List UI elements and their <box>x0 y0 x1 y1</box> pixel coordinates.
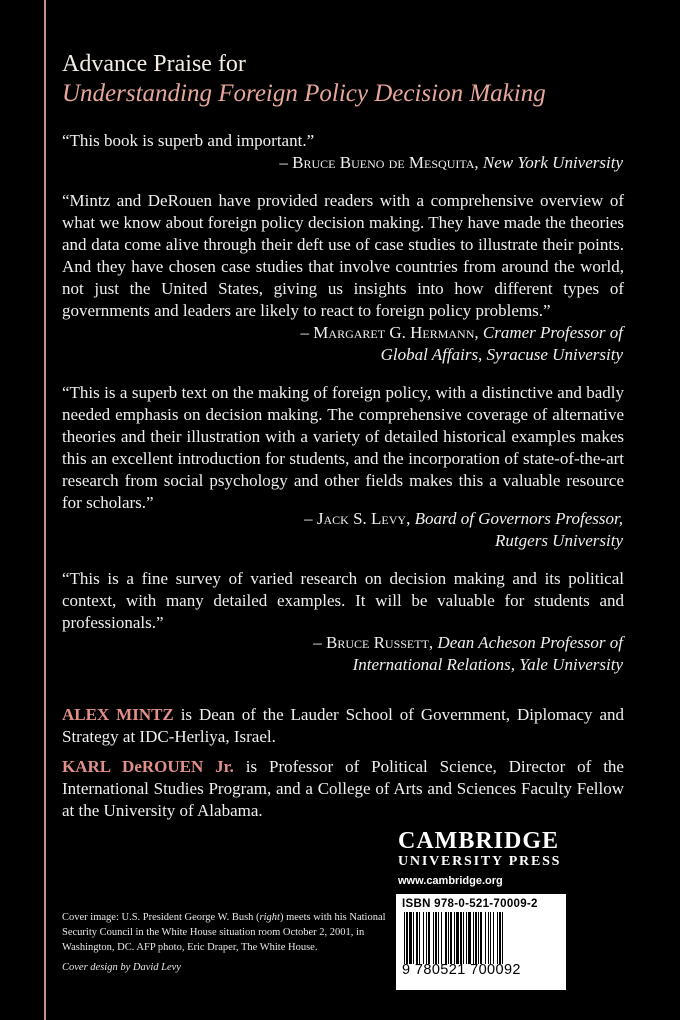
barcode-bar <box>450 912 452 964</box>
barcode-bar <box>485 912 486 964</box>
author-name: KARL DeROUEN Jr. <box>62 757 234 776</box>
attribution-name: Margaret G. Hermann <box>313 323 475 342</box>
quote-text: “This is a superb text on the making of foreign policy, with a distinctive and badly needed emphasis on decision making. The comprehensive coverage of alternative theories and their illustration with a variety of detailed historical examples makes this an excellent introduction for students, and the incorporation of state-of-the-art research from social psychology and other fields makes this a valuable resource for scholars.” <box>62 383 624 512</box>
quote-attribution: – Margaret G. Hermann, Cramer Professor of Global Affairs, Syracuse University <box>300 323 623 364</box>
barcode-bar <box>404 912 405 964</box>
quote-text: “This book is superb and important.” <box>62 131 315 150</box>
barcode-digits: 9 780521 700092 <box>402 962 521 978</box>
left-accent-rule <box>44 0 46 1020</box>
attribution-name: Bruce Bueno de Mesquita <box>292 153 475 172</box>
author-bio: ALEX MINTZ is Dean of the Lauder School of Government, Diplomacy and Strategy at IDC-Herliya, Israel. <box>62 705 624 746</box>
barcode-bar <box>423 912 424 964</box>
attribution-affiliation: Board of Governors Professor, <box>414 509 623 528</box>
cover-image-credit: Cover image: U.S. President George W. Bush (right) meets with his National Security Council in the White House situation room October 2, 2001, in Washington, DC. AFP photo, Eric Draper, The White House. <box>62 912 386 953</box>
barcode-bar <box>466 912 467 964</box>
attribution-affiliation: Rutgers University <box>495 531 623 550</box>
attribution-affiliation: Cramer Professor of <box>482 323 623 342</box>
quote-text: “This is a fine survey of varied research on decision making and its political context, with many detailed examples. It will be valuable for students and professionals.” <box>62 569 624 632</box>
barcode-bar <box>468 912 471 964</box>
barcode-bar <box>499 912 501 964</box>
publisher-logo <box>398 829 568 889</box>
barcode-bars <box>402 912 560 964</box>
book-title: Understanding Foreign Policy Decision Making <box>62 80 546 107</box>
praise-heading: Advance Praise for <box>62 51 246 77</box>
barcode-bar <box>433 912 434 964</box>
attribution-affiliation: Dean Acheson Professor of <box>437 633 623 652</box>
barcode-bar <box>448 912 449 964</box>
barcode-bar <box>460 912 462 964</box>
barcode-bar <box>406 912 408 964</box>
isbn-number: ISBN 978-0-521-70009-2 <box>402 898 538 910</box>
barcode-bar <box>435 912 437 964</box>
barcode-bar <box>426 912 427 964</box>
attribution-affiliation: Global Affairs, Syracuse University <box>380 345 623 364</box>
quote-attribution: – Jack S. Levy, Board of Governors Professor, Rutgers University <box>304 509 623 550</box>
barcode-bar <box>413 912 414 964</box>
barcode-bar <box>490 912 491 964</box>
cover-design-credit: Cover design by David Levy <box>62 962 181 973</box>
publisher-url: www.cambridge.org <box>398 875 503 887</box>
quote-attribution: – Bruce Bueno de Mesquita, New York University <box>279 153 623 172</box>
barcode-bar <box>438 912 439 964</box>
attribution-name: Bruce Russett <box>325 633 429 652</box>
barcode-bar <box>419 912 420 964</box>
barcode-bar <box>416 912 418 964</box>
attribution-affiliation: New York University <box>482 153 623 172</box>
barcode-bar <box>475 912 477 964</box>
barcode-bar <box>480 912 482 964</box>
barcode-bar <box>409 912 412 964</box>
barcode-bar <box>493 912 494 964</box>
barcode-bar <box>502 912 503 964</box>
attribution-affiliation: International Relations, Yale University <box>352 655 623 674</box>
quote-text: “Mintz and DeRouen have provided readers with a comprehensive overview of what we know about foreign policy decision making. They have made the theories and data come alive through their deft use of case studies to illustrate their points. And they have chosen case studies that involve countries from around the world, not just the United States, giving us insights into how different types of governments and leaders are likely to react to foreign policy problems.” <box>62 191 624 320</box>
barcode-bar <box>428 912 430 964</box>
barcode-bar <box>441 912 442 964</box>
barcode-bar <box>454 912 455 964</box>
barcode-bar <box>488 912 489 964</box>
barcode-bar <box>473 912 474 964</box>
isbn-barcode <box>396 894 566 990</box>
barcode-bar <box>497 912 498 964</box>
author-bio: KARL DeROUEN Jr. is Professor of Political Science, Director of the International Studies Program, and a College of Arts and Sciences Faculty Fellow at the University of Alabama. <box>62 757 624 820</box>
publisher-subtitle: UNIVERSITY PRESS <box>398 854 562 869</box>
quote-attribution: – Bruce Russett, Dean Acheson Professor of International Relations, Yale University <box>313 633 623 674</box>
publisher-name: CAMBRIDGE <box>398 828 560 854</box>
attribution-name: Jack S. Levy <box>316 509 407 528</box>
barcode-bar <box>463 912 464 964</box>
barcode-bar <box>478 912 479 964</box>
barcode-bar <box>445 912 447 964</box>
barcode-bar <box>456 912 459 964</box>
author-name: ALEX MINTZ <box>62 705 174 724</box>
